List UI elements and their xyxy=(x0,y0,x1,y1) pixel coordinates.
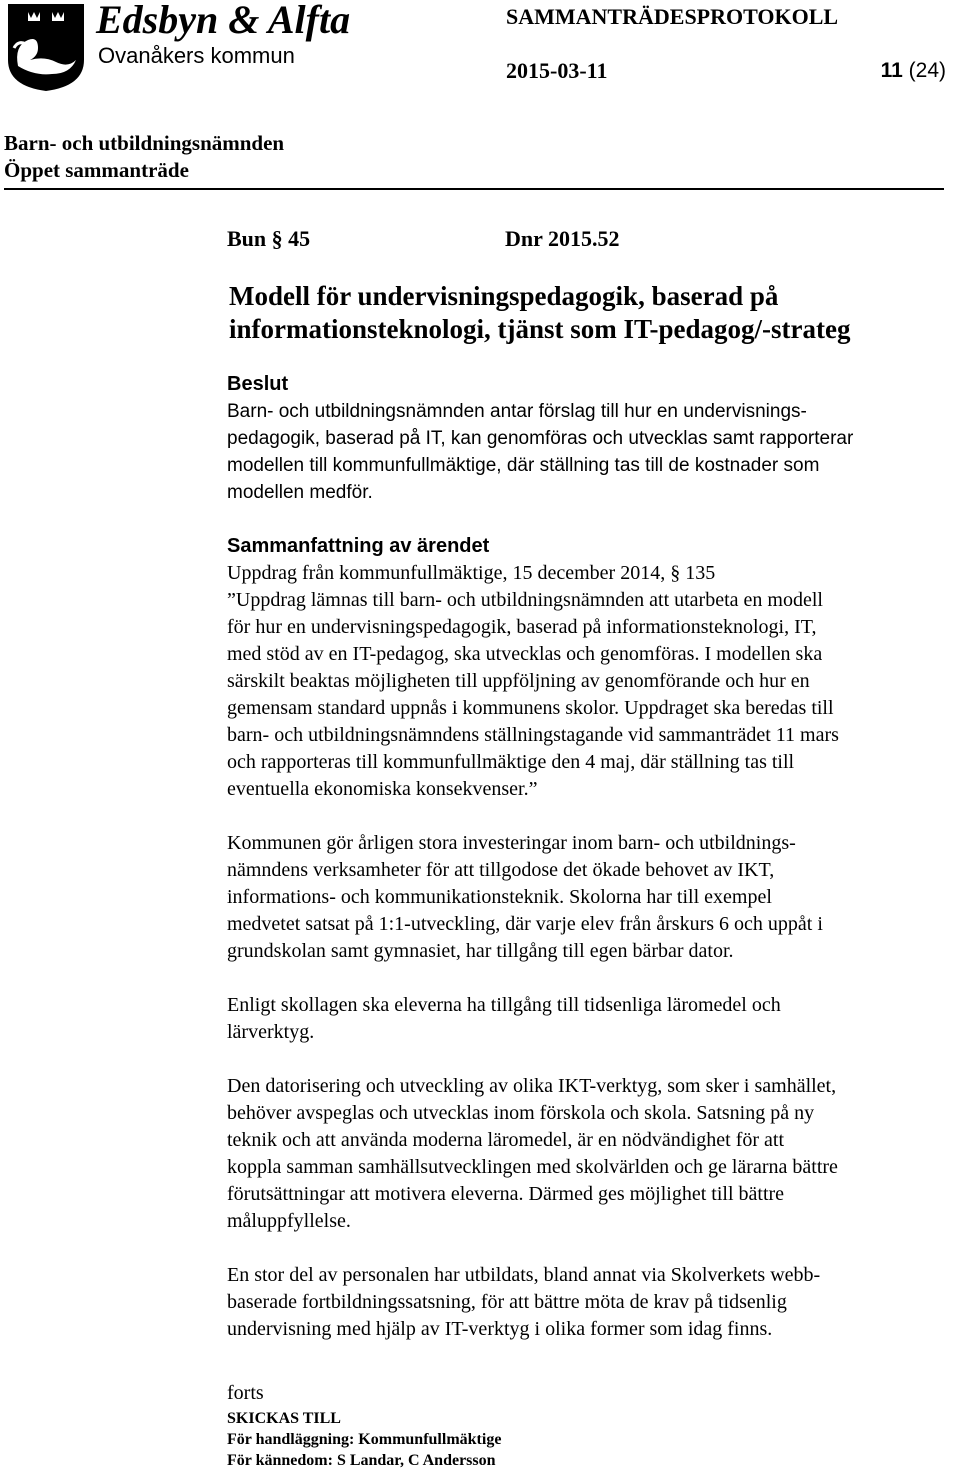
text-line: med stöd av en IT-pedagog, ska utvecklas och genomföras. I modellen ska xyxy=(227,643,823,665)
text-line: behöver avspeglas och utvecklas inom förskola och skola. Satsning på ny xyxy=(227,1102,815,1124)
text-line: informations- och kommunikationsteknik. Skolorna har till exempel xyxy=(227,886,772,908)
text-line: nämndens verksamheter för att tillgodose det ökade behovet av IKT, xyxy=(227,859,775,881)
logo-subtitle: Ovanåkers kommun xyxy=(98,43,295,68)
page-current: 11 xyxy=(880,59,903,82)
text-line: och rapporteras till kommunfullmäktige den 4 maj, där ställning tas till xyxy=(227,751,795,773)
summary-paragraph xyxy=(227,1262,955,1343)
text-line: för hur en undervisningspedagogik, baserad på informationsteknologi, IT, xyxy=(227,616,817,638)
text-line: teknik och att använda moderna läromedel, är en nödvändighet för att xyxy=(227,1129,785,1151)
text-line: modellen medför. xyxy=(227,482,373,503)
text-line: pedagogik, baserad på IT, kan genomföras och utvecklas samt rapporterar xyxy=(227,428,854,449)
for-handling: För handläggning: Kommunfullmäktige xyxy=(227,1431,502,1448)
text-line: undervisning med hjälp av IT-verktyg i olika former som idag finns. xyxy=(227,1318,773,1340)
text-line: Kommunen gör årligen stora investeringar inom barn- och utbildnings- xyxy=(227,832,796,854)
for-information: För kännedom: S Landar, C Andersson xyxy=(227,1452,496,1469)
meeting-date: 2015-03-11 xyxy=(506,58,608,83)
text-line: särskilt beaktas möjligheten till uppföljning av genomförande och hur en xyxy=(227,670,810,692)
text-line: barn- och utbildningsnämndens ställningstagande vid sammanträdet 11 mars xyxy=(227,724,839,746)
text-line: Den datorisering och utveckling av olika IKT-verktyg, som sker i samhället, xyxy=(227,1075,837,1097)
document-header xyxy=(0,0,960,190)
case-reference xyxy=(227,224,955,254)
document-footer xyxy=(227,1378,927,1471)
text-line: medvetet satsat på 1:1-utveckling, där varje elev från årskurs 6 och uppåt i xyxy=(227,913,823,935)
text-line: Uppdrag från kommunfullmäktige, 15 december 2014, § 135 xyxy=(227,562,716,584)
case-title xyxy=(229,280,955,346)
summary-heading: Sammanfattning av ärendet xyxy=(227,535,490,557)
committee-name: Barn- och utbildningsnämnden xyxy=(4,131,285,155)
beslut-text xyxy=(227,398,955,506)
text-line: koppla samman samhällsutvecklingen med skolvärlden och ge lärarna bättre xyxy=(227,1156,838,1178)
continued-marker: forts xyxy=(227,1382,264,1404)
page-total: (24) xyxy=(908,59,946,82)
meeting-type: Öppet sammanträde xyxy=(4,158,189,182)
summary-paragraph xyxy=(227,560,955,803)
text-line: lärverktyg. xyxy=(227,1021,315,1043)
logo-name: Edsbyn & Alfta xyxy=(96,0,351,42)
paragraph-number: Bun § 45 xyxy=(227,226,311,251)
case-number: Dnr 2015.52 xyxy=(505,226,620,251)
send-to-heading: SKICKAS TILL xyxy=(227,1410,341,1427)
page-number xyxy=(881,58,946,84)
text-line: En stor del av personalen har utbildats, bland annat via Skolverkets webb- xyxy=(227,1264,821,1286)
swan-emblem-icon xyxy=(4,0,88,92)
case-title-line: Modell för undervisningspedagogik, baserad på xyxy=(229,281,779,311)
text-line: gemensam standard uppnås i kommunens skolor. Uppdraget ska beredas till xyxy=(227,697,834,719)
summary-paragraph xyxy=(227,830,955,965)
text-line: förutsättningar att motivera eleverna. Därmed ges möjlighet till bättre xyxy=(227,1183,785,1205)
text-line: modellen till kommunfullmäktige, där ställning tas till de kostnader som xyxy=(227,455,820,476)
case-title-line: informationsteknologi, tjänst som IT-pedagog/-strateg xyxy=(229,314,851,344)
municipality-logo xyxy=(4,0,374,95)
summary-paragraph xyxy=(227,1073,955,1235)
summary-paragraph xyxy=(227,992,955,1046)
text-line: grundskolan samt gymnasiet, har tillgång till egen bärbar dator. xyxy=(227,940,734,962)
text-line: Enligt skollagen ska eleverna ha tillgång till tidsenliga läromedel och xyxy=(227,994,781,1016)
document-body xyxy=(227,224,955,1343)
beslut-heading: Beslut xyxy=(227,373,289,395)
document-type: SAMMANTRÄDESPROTOKOLL xyxy=(506,4,839,29)
text-line: måluppfyllelse. xyxy=(227,1210,351,1232)
text-line: ”Uppdrag lämnas till barn- och utbildningsnämnden att utarbeta en modell xyxy=(227,589,823,611)
header-divider xyxy=(4,188,944,190)
text-line: baserade fortbildningssatsning, för att bättre möta de krav på tidsenlig xyxy=(227,1291,787,1313)
text-line: Barn- och utbildningsnämnden antar förslag till hur en undervisnings- xyxy=(227,401,807,422)
text-line: eventuella ekonomiska konsekvenser.” xyxy=(227,778,538,800)
